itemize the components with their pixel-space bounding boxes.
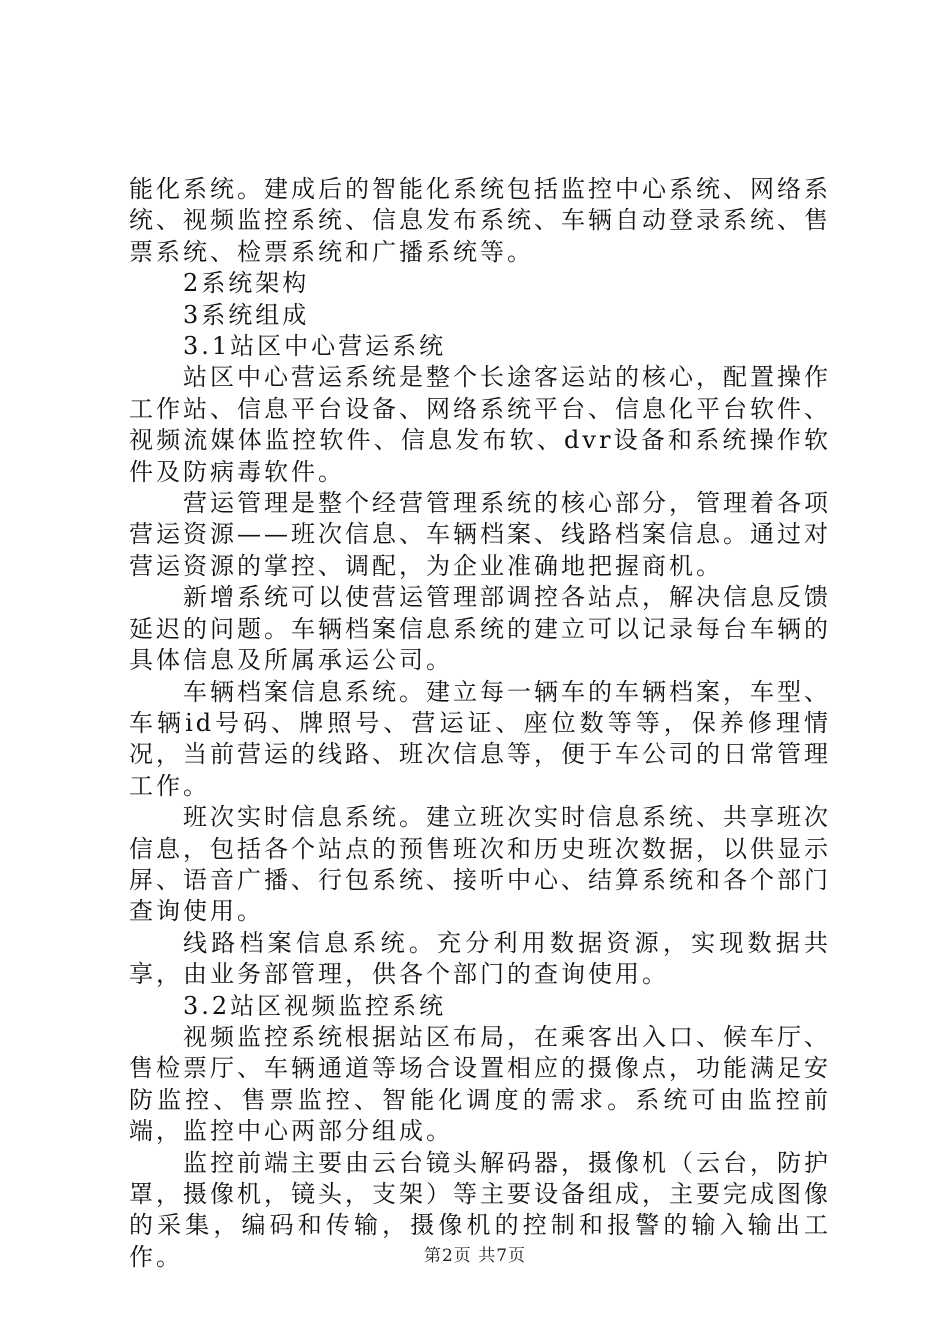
paragraph-new-system: 新增系统可以使营运管理部调控各站点，解决信息反馈延迟的问题。车辆档案信息系统的建立可以记录每台车辆的具体信息及所属承运公司。: [129, 583, 831, 675]
page-footer: 第2页 共7页: [423, 1246, 527, 1266]
paragraph-route-archive: 线路档案信息系统。充分利用数据资源，实现数据共享，由业务部管理，供各个部门的查询使用。: [129, 928, 831, 989]
paragraph-video-surveillance: 视频监控系统根据站区布局，在乘客出入口、候车厅、售检票厅、车辆通道等场合设置相应的摄像点，功能满足安防监控、售票监控、智能化调度的需求。系统可由监控前端，监控中心两部分组成。: [129, 1022, 831, 1146]
paragraph-schedule-realtime: 班次实时信息系统。建立班次实时信息系统、共享班次信息，包括各个站点的预售班次和历史班次数据，以供显示屏、语音广播、行包系统、接听中心、结算系统和各个部门查询使用。: [129, 803, 831, 926]
heading-system-composition: 3系统组成: [183, 300, 310, 329]
paragraph-operation-core: 站区中心营运系统是整个长途客运站的核心，配置操作工作站、信息平台设备、网络系统平台、信息化平台软件、视频流媒体监控软件、信息发布软、dvr设备和系统操作软件及防病毒软件。: [129, 363, 831, 486]
paragraph-operation-management: 营运管理是整个经营管理系统的核心部分，管理着各项营运资源——班次信息、车辆档案、线路档案信息。通过对营运资源的掌控、调配，为企业准确地把握商机。: [129, 489, 831, 580]
paragraph-continuation: 能化系统。建成后的智能化系统包括监控中心系统、网络系统、视频监控系统、信息发布系统、车辆自动登录系统、售票系统、检票系统和广播系统等。: [129, 175, 831, 266]
heading-operation-system: 3.1站区中心营运系统: [183, 332, 447, 361]
document-body: [129, 174, 831, 1273]
heading-system-architecture: 2系统架构: [183, 269, 310, 298]
heading-video-surveillance: 3.2站区视频监控系统: [183, 991, 447, 1020]
paragraph-vehicle-archive: 车辆档案信息系统。建立每一辆车的车辆档案，车型、车辆id号码、牌照号、营运证、座位数等等，保养修理情况，当前营运的线路、班次信息等，便于车公司的日常管理工作。: [129, 677, 831, 800]
paragraph-monitor-frontend: 监控前端主要由云台镜头解码器，摄像机（云台，防护罩，摄像机，镜头，支架）等主要设备组成，主要完成图像的采集，编码和传输，摄像机的控制和报警的输入输出工作。: [129, 1148, 831, 1271]
